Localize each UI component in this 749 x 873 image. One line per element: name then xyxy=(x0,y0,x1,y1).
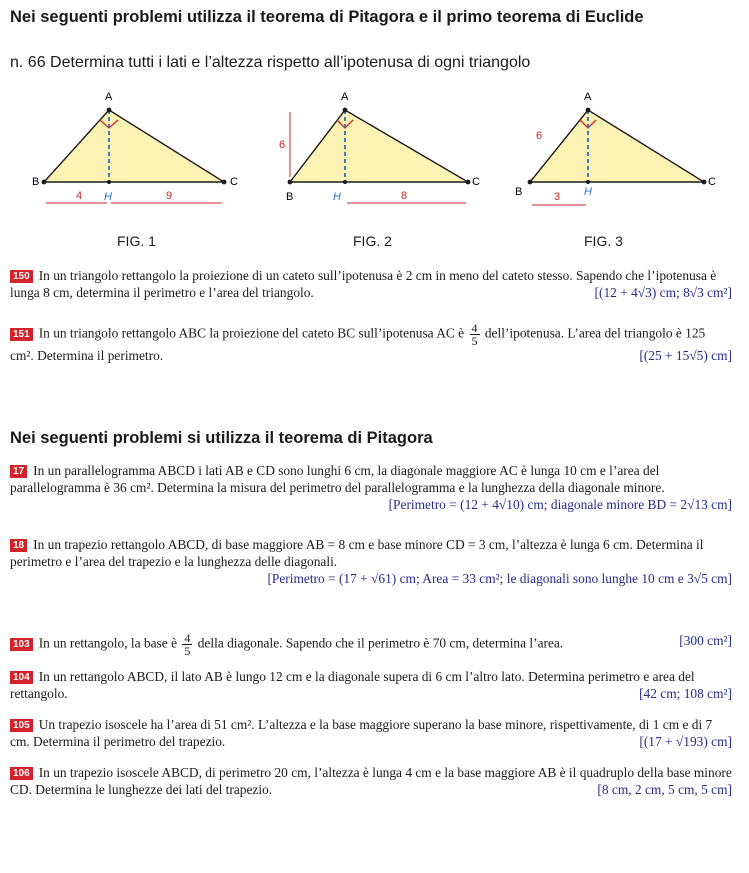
figure-caption: FIG. 1 xyxy=(117,233,156,249)
vertex-label-a: A xyxy=(105,91,113,103)
problem-answer: [(25 + 15√5) cm] xyxy=(639,348,732,363)
problem-17 xyxy=(10,462,732,513)
dimension-label: 6 xyxy=(536,130,543,142)
foot-label-h: H xyxy=(333,191,341,203)
problem-number: 150 xyxy=(10,270,33,283)
problem-text: In un rettangolo ABCD, il lato AB è lungo 12 cm e la diagonale supera di 6 cm l’altro lato. Determina perimetro e area del rettangolo. xyxy=(10,669,695,701)
vertex-label-c: C xyxy=(708,176,716,188)
triangle xyxy=(530,110,704,182)
problem-text: In un triangolo rettangolo la proiezione di un cateto sull’ipotenusa è 2 cm in meno del cateto stesso. Sapendo che l’ipotenusa è lunga 8 cm, determina il perimetro e l’area del triangolo. xyxy=(10,268,717,300)
figure-1 xyxy=(30,85,240,215)
figure-3 xyxy=(508,85,728,215)
figure-caption: FIG. 3 xyxy=(584,233,623,249)
problem-number: 104 xyxy=(10,671,33,684)
problem-151 xyxy=(10,322,732,364)
vertex-label-b: B xyxy=(286,191,294,203)
fraction: $\frac{4}{5}$ xyxy=(471,321,478,348)
problem-answer: [(12 + 4√3) cm; 8√3 cm²] xyxy=(594,285,732,300)
triangle xyxy=(44,110,224,182)
problem-text: In un parallelogramma ABCD i lati AB e CD sono lunghi 6 cm, la diagonale maggiore AC è lunga 10 cm e l’area del parallelogramma è 36 cm². Determina la misura del perimetro del parallelogramma e la lunghezza della diagonale minore. xyxy=(10,463,665,495)
problem-answer: [(17 + √193) cm] xyxy=(639,734,732,749)
problem-answer: [8 cm, 2 cm, 5 cm, 5 cm] xyxy=(597,782,732,797)
dimension-label: 3 xyxy=(554,191,561,203)
problem-text: In un trapezio isoscele ABCD, di perimetro 20 cm, l’altezza è lunga 4 cm e la base maggiore AB è il quadruplo della base minore CD. Determina le lunghezze dei lati del trapezio. xyxy=(10,765,732,797)
vertex-label-a: A xyxy=(584,91,592,103)
foot-label-h: H xyxy=(104,191,112,203)
dimension-label: 9 xyxy=(166,190,173,202)
problem-number: 17 xyxy=(10,465,27,478)
problem-105 xyxy=(10,716,732,750)
figure-caption: FIG. 2 xyxy=(353,233,392,249)
problem-answer: [Perimetro = (12 + 4√10) cm; diagonale minore BD = 2√13 cm] xyxy=(388,497,732,512)
problem-answer: [300 cm²] xyxy=(679,633,732,648)
vertex-label-b: B xyxy=(515,186,523,198)
dimension-label: 8 xyxy=(401,190,408,202)
problem-18 xyxy=(10,536,732,587)
problem-106 xyxy=(10,764,732,798)
problem-text: della diagonale. Sapendo che il perimetro è 70 cm, determina l’area. xyxy=(197,635,564,651)
problem-number: 151 xyxy=(10,328,33,341)
section-heading-pitagora-euclide: Nei seguenti problemi utilizza il teorema di Pitagora e il primo teorema di Euclide xyxy=(10,8,644,26)
exercise-intro: n. 66 Determina tutti i lati e l’altezza rispetto all’ipotenusa di ogni triangolo xyxy=(10,54,531,71)
dimension-label: 6 xyxy=(279,139,286,151)
problem-text: In un rettangolo, la base è xyxy=(38,635,178,651)
problem-number: 103 xyxy=(10,638,33,651)
vertex-label-c: C xyxy=(230,176,238,188)
problem-text: dell’ipotenusa. L’area del triangolo è 125 cm². Determina il perimetro. xyxy=(10,325,706,363)
problem-answer: [Perimetro = (17 + √61) cm; Area = 33 cm²; le diagonali sono lunghe 10 cm e 3√5 cm] xyxy=(267,571,732,586)
problem-text: In un trapezio rettangolo ABCD, di base maggiore AB = 8 cm e base minore CD = 3 cm, l’altezza è lunga 6 cm. Determina il perimetro e l’area del trapezio e la lunghezza delle diagonali. xyxy=(10,537,704,569)
triangle xyxy=(290,110,468,182)
problem-text: Un trapezio isoscele ha l’area di 51 cm². L’altezza e la base maggiore superano la base minore, rispettivamente, di 1 cm e di 7 cm. Determina il perimetro del trapezio. xyxy=(10,717,713,749)
problem-103 xyxy=(10,632,732,657)
vertex-label-b: B xyxy=(32,176,40,188)
section-heading-pitagora: Nei seguenti problemi si utilizza il teorema di Pitagora xyxy=(10,429,433,447)
vertex-label-a: A xyxy=(341,91,349,103)
problem-104 xyxy=(10,668,732,702)
dimension-label: 4 xyxy=(76,190,83,202)
figure-2 xyxy=(275,85,490,215)
problem-text: In un triangolo rettangolo ABC la proiezione del cateto BC sull’ipotenusa AC è xyxy=(38,325,465,341)
fraction: $\frac{4}{5}$ xyxy=(184,631,191,658)
problem-answer: [42 cm; 108 cm²] xyxy=(639,686,732,701)
problem-number: 106 xyxy=(10,767,33,780)
vertex-label-c: C xyxy=(472,176,480,188)
problem-150 xyxy=(10,267,732,301)
problem-number: 105 xyxy=(10,719,33,732)
foot-label-h: H xyxy=(584,186,592,198)
problem-number: 18 xyxy=(10,539,27,552)
